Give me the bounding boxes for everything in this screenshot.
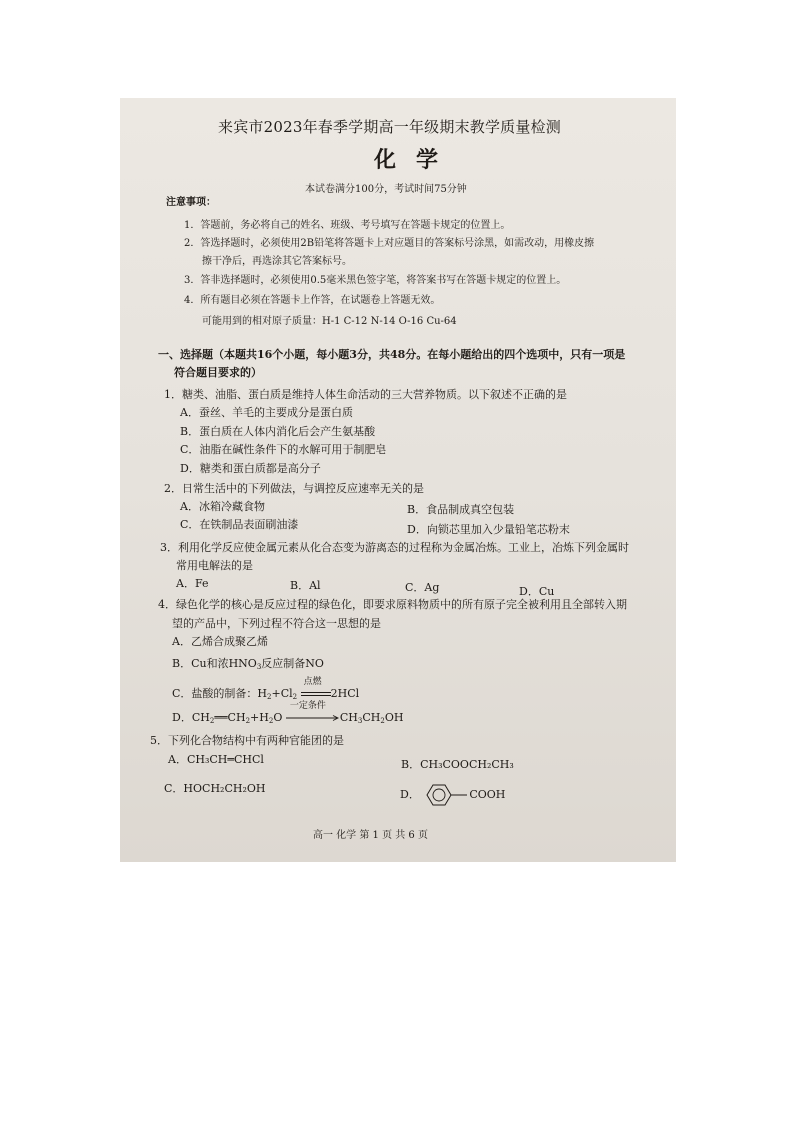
reaction-arrow <box>301 677 331 699</box>
subscript: 2 <box>268 717 274 725</box>
option-text: CH <box>339 711 358 724</box>
question-4-option-c <box>172 677 360 701</box>
notes-heading: 注意事项： <box>166 197 216 208</box>
option-text: C．盐酸的制备：H <box>172 687 268 700</box>
page-footer: 高一 化学 第 1 页 共 6 页 <box>313 830 428 841</box>
note-item: 擦干净后，再选涂其它答案标号。 <box>202 256 352 267</box>
question-1-option-c: C．油脂在碱性条件下的水解可用于制肥皂 <box>180 443 387 456</box>
question-3-option-d: D．Cu <box>519 585 555 598</box>
question-1-option-d: D．糖类和蛋白质都是高分子 <box>180 462 321 475</box>
question-4-option-d <box>172 701 404 725</box>
question-3-stem: 3．利用化学反应使金属元素从化合态变为游离态的过程称为金属冶炼。工业上，冶炼下列金属时 <box>160 541 629 554</box>
question-5-option-a: A．CH₃CH═CHCl <box>168 753 264 766</box>
question-5-option-c: C．HOCH₂CH₂OH <box>164 782 266 795</box>
exam-title: 来宾市2023年春季学期高一年级期末教学质量检测 <box>218 118 561 136</box>
reaction-condition: 一定条件 <box>289 701 326 711</box>
question-2-option-d: D．向锁芯里加入少量铅笔芯粉末 <box>407 523 570 536</box>
option-text: 反应制备NO <box>261 657 324 670</box>
question-4-stem: 4．绿色化学的核心是反应过程的绿色化，即要求原料物质中的所有原子完全被利用且全部转入期 <box>158 598 627 611</box>
question-2-option-a: A．冰箱冷藏食物 <box>180 500 265 513</box>
question-2-option-c: C．在铁制品表面刷油漆 <box>180 518 299 531</box>
section-heading: 符合题目要求的） <box>174 366 262 379</box>
option-text: +Cl <box>271 687 293 700</box>
subject-title: 化学 <box>374 147 459 173</box>
option-text: B．Cu和浓HNO <box>172 657 257 670</box>
note-item: 3．答非选择题时，必须使用0.5毫米黑色签字笔，将答案书写在答题卡规定的位置上。 <box>184 275 567 286</box>
question-3-option-b: B．Al <box>290 579 321 592</box>
option-text: D．CH <box>172 711 210 724</box>
question-4-option-b <box>172 658 324 669</box>
right-arrow-icon <box>286 714 340 722</box>
benzene-ring-icon <box>423 782 469 808</box>
option-label: D． <box>400 788 420 801</box>
equal-arrow-icon <box>301 690 331 698</box>
option-text: OH <box>384 711 404 724</box>
exam-meta: 本试卷满分100分，考试时间75分钟 <box>305 184 467 195</box>
reaction-condition: 点燃 <box>303 677 322 687</box>
question-3-option-c: C．Ag <box>405 581 440 594</box>
question-3-stem: 常用电解法的是 <box>176 559 253 572</box>
question-4-option-a: A．乙烯合成聚乙烯 <box>172 635 268 648</box>
question-3-option-a: A．Fe <box>176 577 209 590</box>
question-2-option-b: B．食品制成真空包装 <box>407 503 515 516</box>
option-text: +H <box>250 711 269 724</box>
exam-page-photo <box>120 98 676 862</box>
reaction-arrow <box>286 701 340 723</box>
note-item: 1．答题前，务必将自己的姓名、班级、考号填写在答题卡规定的位置上。 <box>184 220 511 231</box>
option-text: ══CH <box>214 711 246 724</box>
question-1-option-a: A．蚕丝、羊毛的主要成分是蛋白质 <box>180 406 353 419</box>
atomic-masses: 可能用到的相对原子质量：H-1 C-12 N-14 O-16 Cu-64 <box>202 316 457 327</box>
section-heading: 一、选择题（本题共16个小题，每小题3分，共48分。在每小题给出的四个选项中，只有一项是 <box>158 348 626 361</box>
subscript: 3 <box>256 663 262 671</box>
subscript: 2 <box>380 717 385 725</box>
question-4-stem: 望的产品中，下列过程不符合这一思想的是 <box>172 617 381 630</box>
subscript: 3 <box>357 717 363 725</box>
option-text: COOH <box>469 788 506 801</box>
question-5-option-b: B．CH₃COOCH₂CH₃ <box>401 758 514 771</box>
subscript: 2 <box>209 717 215 725</box>
question-2-stem: 2．日常生活中的下列做法，与调控反应速率无关的是 <box>164 482 424 495</box>
option-text: O <box>273 711 283 724</box>
question-5-stem: 5．下列化合物结构中有两种官能团的是 <box>150 734 344 747</box>
subscript: 2 <box>245 717 251 725</box>
question-1-option-b: B．蛋白质在人体内消化后会产生氨基酸 <box>180 425 376 438</box>
subscript: 2 <box>292 693 298 701</box>
subscript: 2 <box>267 693 272 701</box>
option-text: 2HCl <box>330 687 360 700</box>
note-item: 2．答选择题时，必须使用2B铅笔将答题卡上对应题目的答案标号涂黑，如需改动，用橡皮擦 <box>184 238 595 249</box>
question-5-option-d <box>400 782 505 808</box>
note-item: 4．所有题目必须在答题卡上作答，在试题卷上答题无效。 <box>184 295 441 306</box>
question-1-stem: 1．糖类、油脂、蛋白质是维持人体生命活动的三大营养物质。以下叙述不正确的是 <box>164 388 567 401</box>
option-text: CH <box>362 711 381 724</box>
